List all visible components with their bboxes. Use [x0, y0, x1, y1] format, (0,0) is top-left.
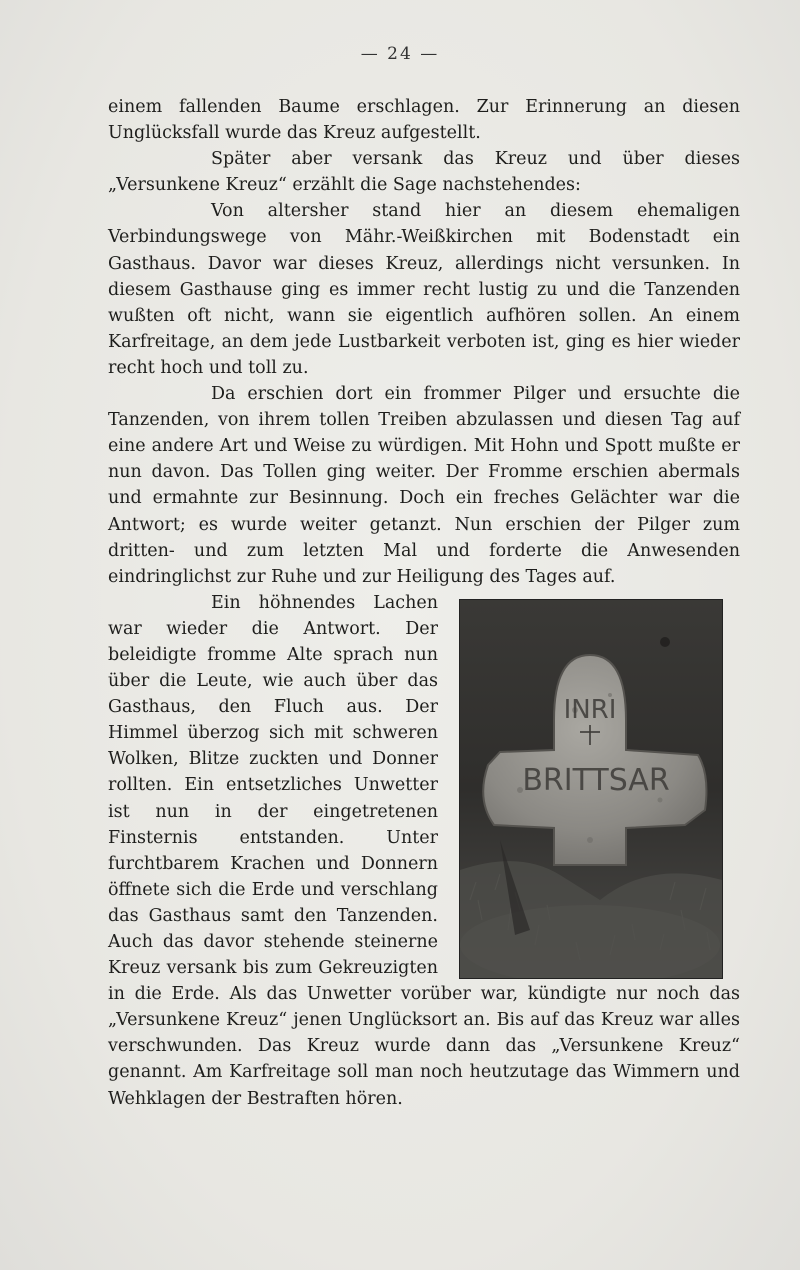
paragraph-1: einem fallenden Baume erschlagen. Zur Erinnerung an diesen Unglücksfall wurde das Kreuz aufgestellt.: [108, 97, 740, 144]
page-number: — 24 —: [360, 44, 440, 64]
paragraph-5-text: Ein höhnendes Lachen war wieder die Antwort. Der beleidigte fromme Alte sprach nun über die Leute, wie auch über das Gasthaus, den Fluch aus. Der Himmel überzog sich mit schweren Wolken, Blitze zuckten und Donner rollten. Ein entsetzliches Unwetter ist nun in der eingetretenen Finsternis entstanden. Unter furchtbarem Krachen und Donnern öffnete sich die Erde und verschlang das Gasthaus samt den Tanzenden. Auch das davor stehende steinerne Kreuz versank bis zum Gekreuzigten in die Erde. Als das Unwetter vorüber war, kündigte nur noch das „Versunkene Kreuz“ jenen Unglücksort an. Bis auf das Kreuz war alles verschwunden. Das Kreuz wurde dann das „Versunkene Kreuz“ genannt. Am Karfreitage soll man noch heutzutage das Wimmern und Wehklagen der Bestraften hören.: [108, 592, 740, 1109]
paragraph-3: Von altersher stand hier an diesem ehemaligen Verbindungswege von Mähr.-Weißkirchen mit Bodenstadt ein Gasthaus. Davor war dieses Kreuz, allerdings nicht versunken. In diesem Gasthause ging es immer recht lustig zu und die Tanzenden wußten oft nicht, wann sie eigentlich aufhören sollen. An einem Karfreitage, an dem jede Lustbarkeit verboten ist, ging es hier wieder recht hoch und toll zu.: [108, 201, 740, 378]
paragraph-2: Später aber versank das Kreuz und über dieses „Versunkene Kreuz“ erzählt die Sage nachstehendes:: [108, 149, 740, 196]
sunken-cross-photo: [460, 600, 722, 978]
cross-inscription-top: INRI: [563, 694, 617, 725]
paragraph-4: Da erschien dort ein frommer Pilger und ersuchte die Tanzenden, von ihrem tollen Treiben abzulassen und diesen Tag auf eine andere Art und Weise zu würdigen. Mit Hohn und Spott mußte er nun davon. Das Tollen ging weiter. Der Fromme erschien abermals und ermahnte zur Besinnung. Doch ein freches Gelächter war die Antwort; es wurde weiter getanzt. Nun erschien der Pilger zum dritten- und zum letzten Mal und forderte die Anwesenden eindringlichst zur Ruhe und zur Heiligung des Tages auf.: [108, 384, 740, 587]
cross-inscription-main: BRITTSAR: [522, 762, 670, 798]
paragraph-5-wrapper: [108, 590, 740, 1112]
paragraph-5: [108, 590, 740, 1112]
body-text: [108, 94, 740, 1112]
